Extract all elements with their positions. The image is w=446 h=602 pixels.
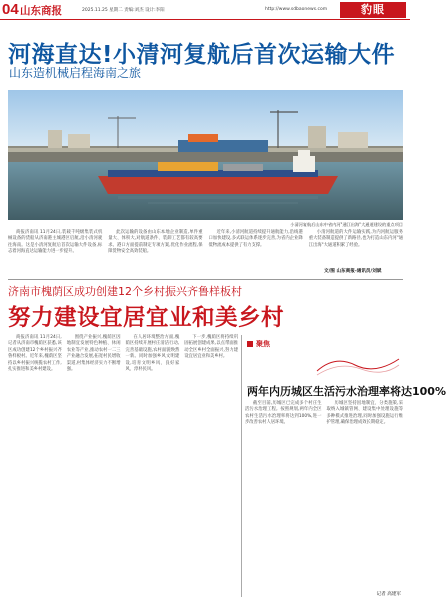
column-logo: 豹眼 [340, 2, 406, 18]
focus-box [245, 335, 446, 597]
square-icon [247, 341, 253, 347]
story1-col: 此次运输的设备由山东本地企业制造,单件重量大、体积大,对航道条件、装卸工艺都有较高要求。港口方面提前制定专项方案,优化作业流程,保障货物安全高效装船。 [108, 230, 203, 255]
story1-title: 河海直达!小清河复航后首次运输大件 [8, 42, 395, 68]
section-divider [8, 279, 403, 280]
story2-body [8, 335, 238, 597]
story2-col: 商报济南讯 11月24日,记者从济南市槐荫区获悉,该区成功创建12个乡村振兴齐鲁样板村。近年来,槐荫区坚持以乡村振兴统揽农村工作,扎实推进和美乡村建设。 [8, 335, 62, 373]
story1-signature: 文/图 山东商报-通讯员/刘斌 [324, 269, 382, 274]
focus-tag-label: 聚焦 [256, 340, 270, 348]
story1-col: 商报济南讯 11月24日,装载千吨级集装式机械设备的货船从济南港主城港区启航,沿小清河驶往海南。这是小清河复航后首次运输大件设备,标志着河海直达运输能力进一步提升。 [8, 230, 103, 255]
story2-col: 围绕产业振兴,槐荫区因地制宜发展特色种植、休闲农业等产业,推动农村一二三产业融合发展,拓宽村民增收渠道,村集体经济实力不断增强。 [66, 335, 121, 373]
story2-col: 下一步,槐荫区将持续巩固拓展创建成果,以点带面推动全区乡村全面振兴,努力建设宜居宜业和美乡村。 [184, 335, 238, 360]
page-number: 04 [2, 1, 19, 18]
site-url[interactable]: http://www.sdbaonews.com [265, 7, 328, 12]
story2-title: 努力建设宜居宜业和美乡村 [8, 305, 285, 331]
focus-title: 两年内历城区生活污水治理率将达100% [247, 385, 446, 398]
issue-meta: 2025.11.25 星期二 责编:刘杰 设计:李阳 [82, 8, 165, 13]
page-header [0, 0, 410, 20]
photo-caption: 小清河复航后山东中省内河"通江出海"大通道建设的重点项目 [290, 222, 403, 227]
focus-tag [247, 339, 270, 349]
focus-author: 记者 高建军 [376, 592, 401, 597]
focus-body [245, 401, 403, 593]
focus-col: 历城区坚持因地制宜、分类施策,采取纳入城镇管网、建设集中处理设施等多种模式推进治理,同时加强设施运行维护管理,确保治理成效长期稳定。 [326, 401, 403, 426]
decoration-icon [315, 351, 401, 377]
story2-col: 在人居环境整治方面,槐荫区持续开展村庄清洁行动,完善基础设施,农村面貌焕然一新。同时加强乡风文明建设,培育文明乡风、良好家风、淳朴民风。 [125, 335, 180, 373]
story1-body [8, 230, 403, 270]
focus-col: 截至目前,历城区已完成多个村庄生活污水治理工程。按照规划,两年内全区农村生活污水治理率将达到100%,进一步改善农村人居环境。 [245, 401, 322, 426]
column-divider [241, 335, 242, 597]
story1-col: 近年来,小清河航道持续提升通航能力,沿线港口加快建设,多式联运体系逐步完善,为省内企业降低物流成本提供了有力支撑。 [208, 230, 303, 248]
section-name: 山东商报 [20, 5, 62, 17]
story1-subtitle: 山东造机械启程海南之旅 [9, 66, 142, 80]
story1-photo [8, 90, 403, 220]
story1-col: 小清河航道的大件运输实践,为内河航运服务重大装备制造提供了新路径,也为打造山东内河"通江出海"大通道积累了经验。 [308, 230, 403, 248]
story2-kicker: 济南市槐荫区成功创建12个乡村振兴齐鲁样板村 [8, 285, 242, 298]
